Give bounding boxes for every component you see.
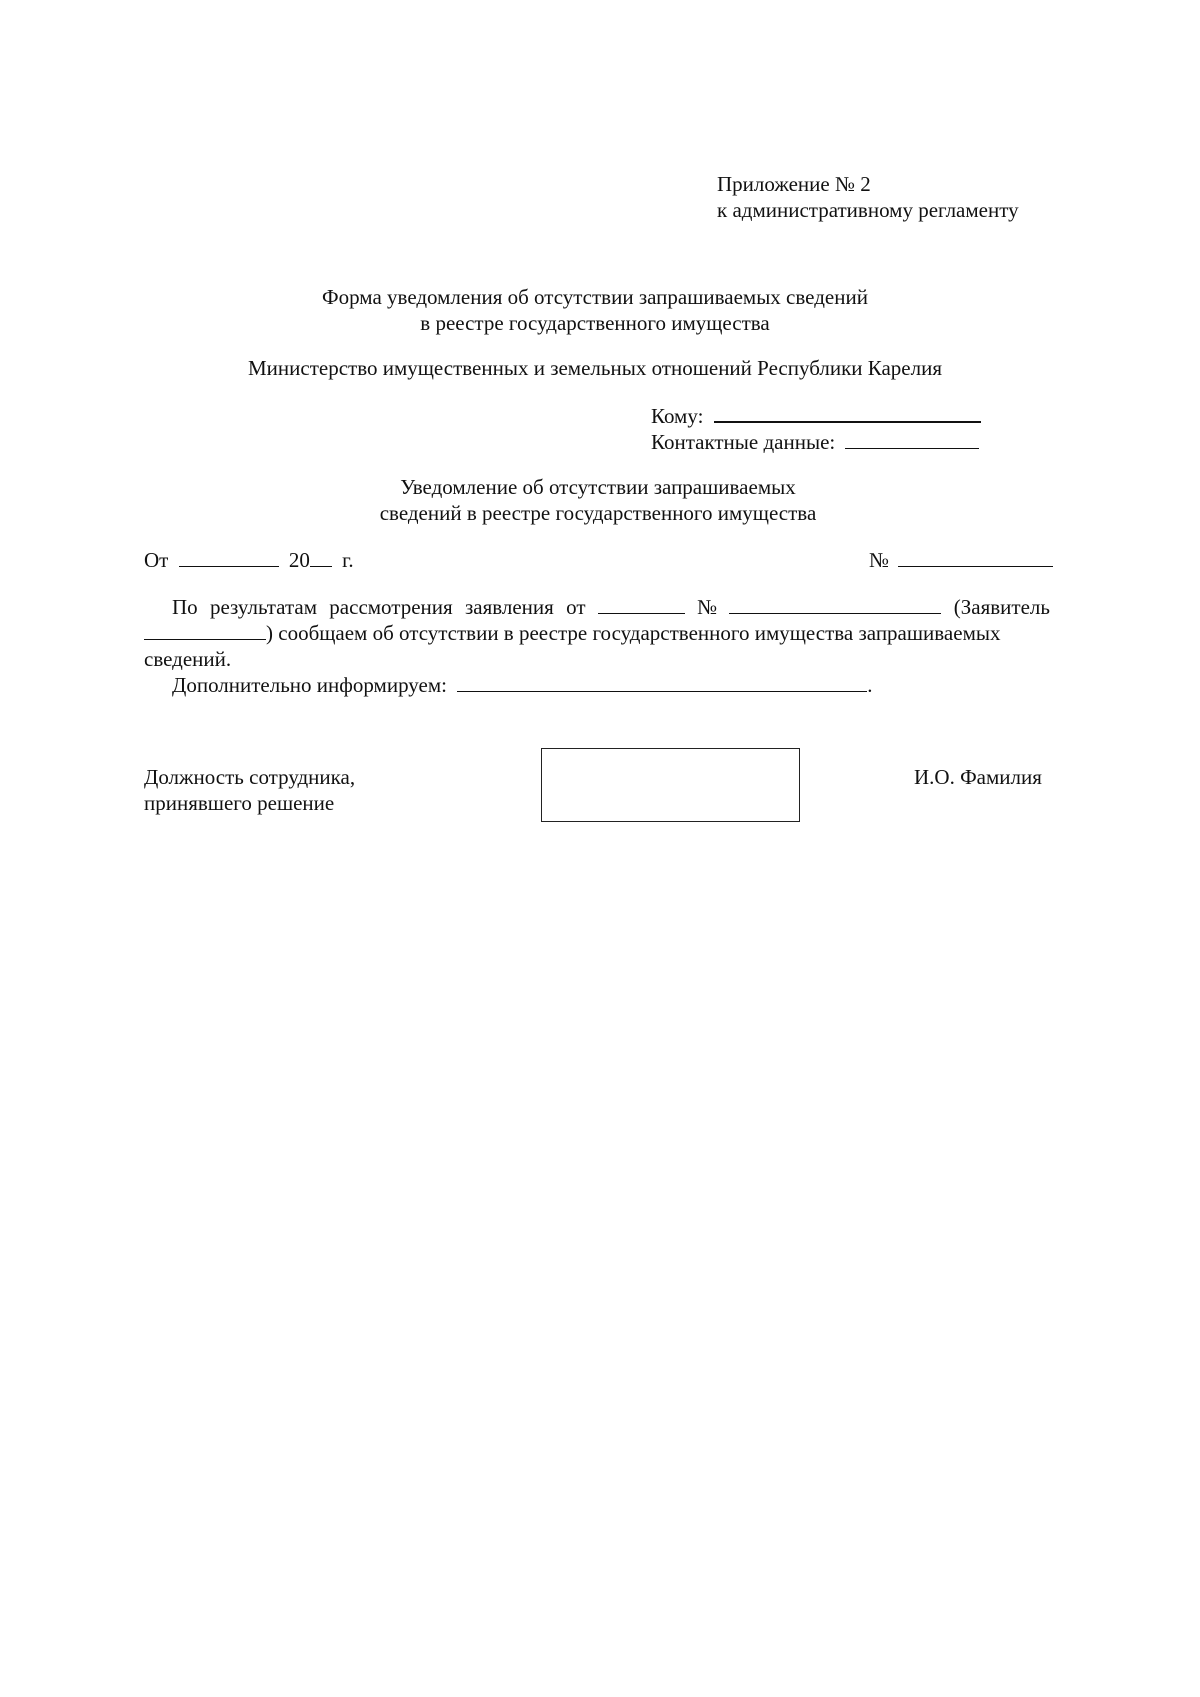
year-field[interactable] [310,547,332,567]
recipient-contacts-row [651,429,981,455]
signature-name: И.О. Фамилия [914,765,1042,789]
recipient-to-label: Кому: [651,404,704,428]
signature-box[interactable] [541,748,800,822]
body-line-2 [144,620,1050,646]
form-title-line2: в реестре государственного имущества [420,311,770,335]
appendix-number: Приложение № 2 [717,172,871,196]
number-line [869,547,1053,573]
date-line [144,547,354,573]
number-field[interactable] [898,547,1053,567]
appendix-regulation: к административному регламенту [717,198,1019,222]
body-word: заявления [464,595,554,619]
year-prefix: 20 [288,548,310,572]
body-word: рассмотрения [329,595,453,619]
recipient-to-row [651,402,981,429]
signature-position-line1: Должность сотрудника, [144,765,356,789]
body-line-2-text: ) сообщаем об отсутствии в реестре государственного имущества запрашиваемых [266,621,1001,645]
signature-position-line2: принявшего решение [144,791,335,815]
year-suffix: г. [342,548,354,572]
notice-title-line1: Уведомление об отсутствии запрашиваемых [400,475,796,499]
form-title [0,284,1190,336]
body-line-1 [144,594,1050,620]
date-from-label: От [144,548,169,572]
appendix-header [717,171,1019,223]
body-word: По [172,595,198,619]
body-word: от [566,595,586,619]
recipient-block [651,402,981,455]
body-paragraph [144,594,1050,698]
body-word: № [697,595,718,619]
body-word: результатам [209,595,317,619]
application-date-field[interactable] [598,594,685,614]
notice-title [0,474,1196,526]
application-number-field[interactable] [729,594,941,614]
additional-end: . [867,673,873,697]
notice-title-line2: сведений в реестре государственного имущества [379,501,817,525]
recipient-to-field[interactable] [714,402,981,423]
applicant-field[interactable] [144,620,266,640]
date-field[interactable] [179,547,279,567]
recipient-contacts-field[interactable] [845,429,979,449]
signature-position [144,764,355,816]
ministry-name: Министерство имущественных и земельных отношений Республики Карелия [247,356,943,380]
number-label: № [869,548,890,572]
form-title-line1: Форма уведомления об отсутствии запрашиваемых сведений [322,285,868,309]
body-line-3: сведений. [144,647,232,671]
body-line-4 [144,672,1050,698]
additional-info-field[interactable] [457,672,867,692]
additional-label: Дополнительно информируем: [172,673,447,697]
body-word: (Заявитель [953,595,1050,619]
recipient-contacts-label: Контактные данные: [651,430,836,454]
